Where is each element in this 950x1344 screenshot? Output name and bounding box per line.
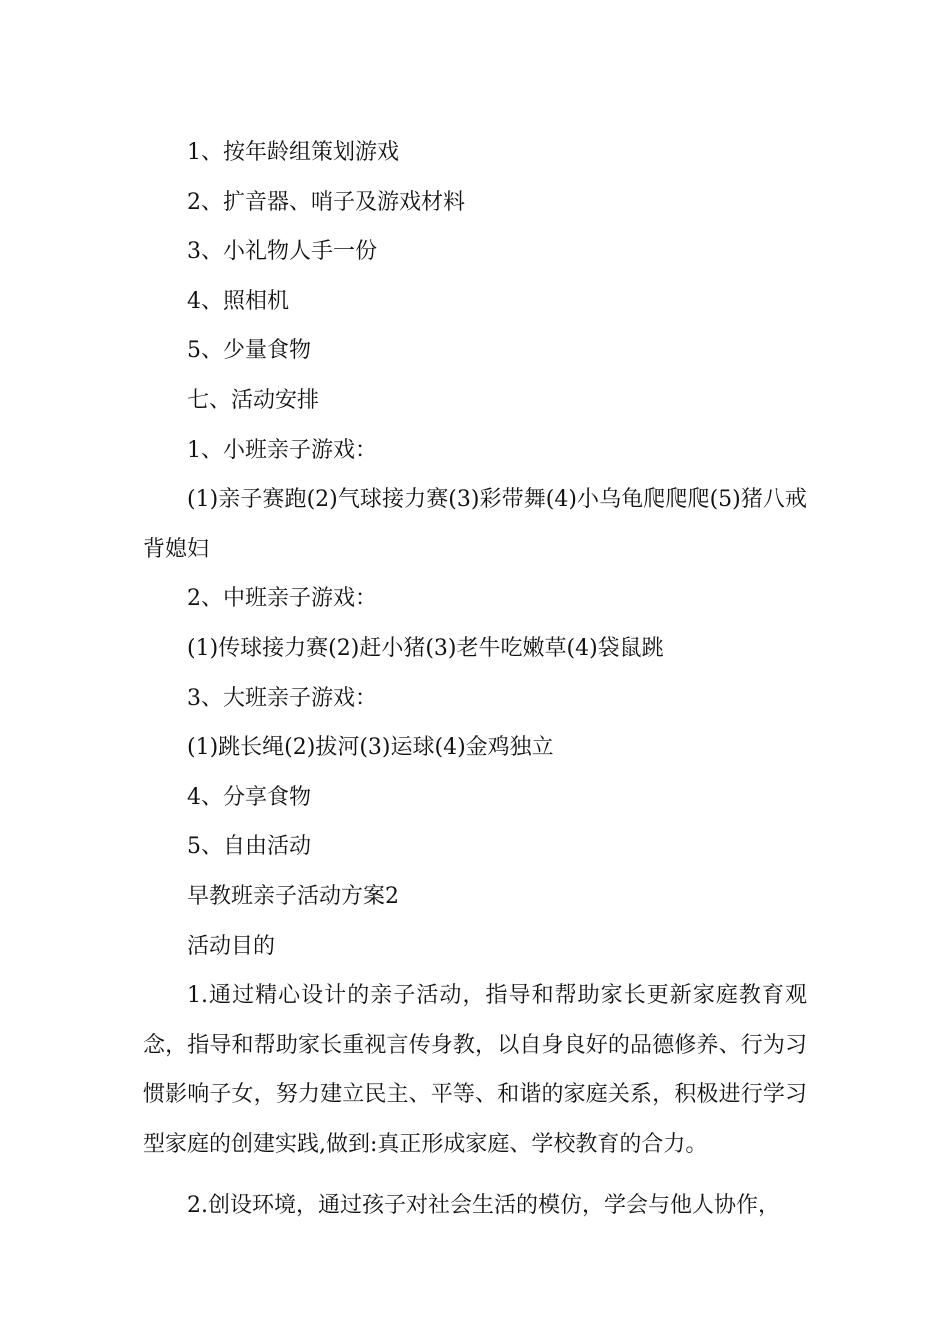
paragraph: (1)跳长绳(2)拔河(3)运球(4)金鸡独立 [187, 735, 554, 761]
document-body [143, 128, 807, 1231]
list-item: 5、少量食物 [187, 338, 311, 364]
section-heading: 活动目的 [187, 933, 276, 959]
paragraph-gap [143, 1169, 807, 1181]
list-item: 3、大班亲子游戏： [187, 685, 377, 711]
section-heading: 七、活动安排 [187, 387, 320, 413]
list-item: 3、小礼物人手一份 [187, 239, 377, 265]
list-item: 1、按年龄组策划游戏 [187, 140, 399, 165]
list-item: 2、中班亲子游戏： [187, 586, 377, 612]
paragraph: (1)亲子赛跑(2)气球接力赛(3)彩带舞(4)小乌龟爬爬爬(5)猪八戒背媳妇 [143, 487, 807, 562]
list-item: 5、自由活动 [187, 834, 311, 860]
document-title: 早教班亲子活动方案2 [187, 883, 399, 909]
paragraph: 1.通过精心设计的亲子活动，指导和帮助家长更新家庭教育观念，指导和帮助家长重视言传身教，以自身良好的品德修养、行为习惯影响子女，努力建立民主、平等、和谐的家庭关系，积极进行学习型家庭的创建实践,做到:真正形成家庭、学校教育的合力。 [143, 983, 807, 1157]
list-item: 4、分享食物 [187, 784, 311, 810]
paragraph: 2.创设环境，通过孩子对社会生活的模仿，学会与他人协作， [187, 1193, 780, 1219]
list-item: 2、扩音器、哨子及游戏材料 [187, 189, 465, 215]
paragraph: (1)传球接力赛(2)赶小猪(3)老牛吃嫩草(4)袋鼠跳 [187, 635, 664, 661]
list-item: 4、照相机 [187, 288, 289, 314]
list-item: 1、小班亲子游戏： [187, 437, 377, 463]
